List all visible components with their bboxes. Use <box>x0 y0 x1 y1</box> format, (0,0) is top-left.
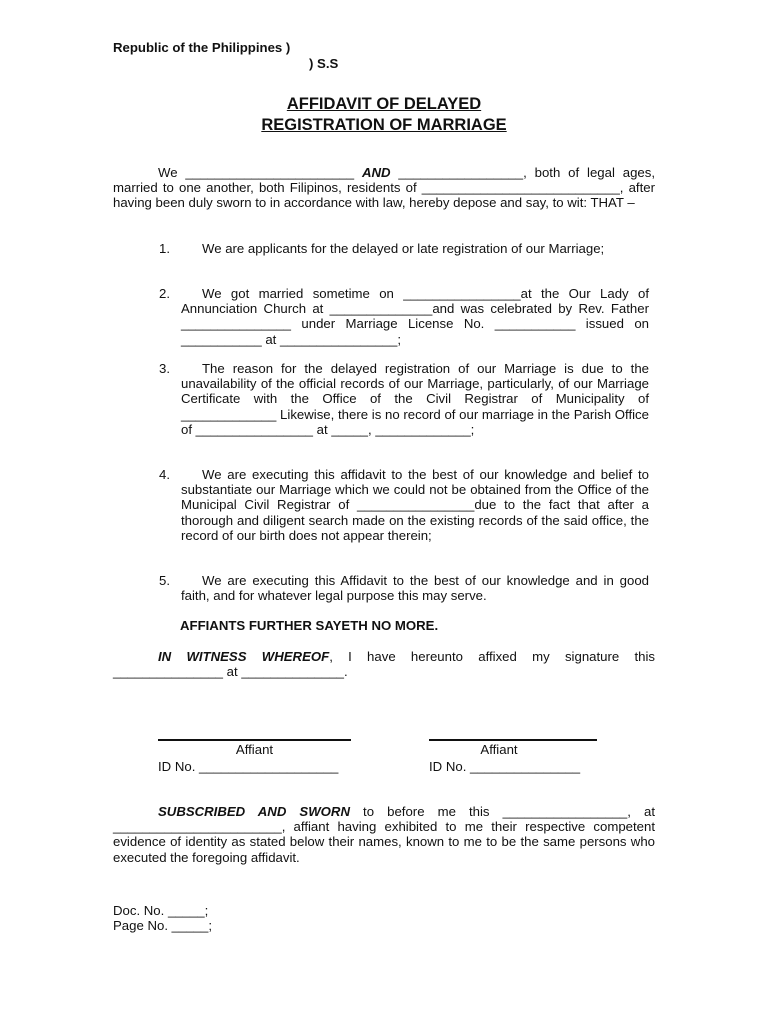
intro-rest: _________________, both of legal ages, married to one another, both Filipinos, residents of ___________________________, after having been duly sworn to in accordance with law, hereby depose and say, to wit: THAT – <box>113 165 655 211</box>
page-no: Page No. _____; <box>113 918 212 933</box>
item-1-number: 1. <box>159 241 170 256</box>
item-5-text: We are executing this Affidavit to the best of our knowledge and in good faith, and for whatever legal purpose this may serve. <box>181 573 649 604</box>
item-4-text: We are executing this affidavit to the best of our knowledge and belief to substantiate our Marriage which we could not be obtained from the Office of the Municipal Civil Registrar of ________________due to the fact that after a thorough and diligent search made on the existing records of the said office, the record of our birth does not appear therein; <box>181 467 649 543</box>
affiant-label-2: Affiant <box>480 742 518 757</box>
witness-rest: , I have hereunto affixed my signature this _______________ at ______________. <box>113 649 655 680</box>
subscribed-rest: to before me this _________________, at _______________________, affiant having exhibited to me their respective competent evidence of identity as stated below their names, known to me to be the same persons who executed the foregoing affidavit. <box>113 804 656 865</box>
affiant-id-2: ID No. _______________ <box>429 759 581 774</box>
subscribed-paragraph <box>113 804 655 865</box>
item-2-text: We got married sometime on ________________at the Our Lady of Annunciation Church at ______________and was celebrated by Rev. Father _______________ under Marriage License No. ___________ issued on ___________ at ________________; <box>181 286 649 347</box>
doc-no: Doc. No. _____; <box>113 903 209 918</box>
title-line-2: REGISTRATION OF MARRIAGE <box>261 116 507 134</box>
item-3-number: 3. <box>159 361 170 376</box>
intro-and: AND <box>361 165 391 180</box>
signature-line-2 <box>429 739 597 741</box>
item-4-number: 4. <box>159 467 170 482</box>
item-3-text: The reason for the delayed registration of our Marriage is due to the unavailability of the official records of our Marriage, particularly, of our Marriage Certificate with the Office of the Civil Registrar of Municipality of _____________ Likewise, there is no record of our marriage in the Parish Office of ________________ at _____, _____________; <box>181 361 649 437</box>
intro-we: We _______________________ <box>158 165 355 180</box>
witness-lead: IN WITNESS WHEREOF <box>158 649 330 664</box>
signature-line-1 <box>158 739 351 741</box>
republic-line: Republic of the Philippines ) <box>113 40 291 55</box>
item-2-number: 2. <box>159 286 170 301</box>
affiant-label-1: Affiant <box>235 742 274 757</box>
title-line-1: AFFIDAVIT OF DELAYED <box>286 95 482 113</box>
further-sayeth: AFFIANTS FURTHER SAYETH NO MORE. <box>180 618 439 633</box>
item-1-text: We are applicants for the delayed or late registration of our Marriage; <box>202 241 605 256</box>
item-5-number: 5. <box>159 573 170 588</box>
ss-line: ) S.S <box>309 56 339 71</box>
subscribed-lead: SUBSCRIBED AND SWORN <box>158 804 350 819</box>
witness-paragraph <box>113 649 655 679</box>
affiant-id-1: ID No. ___________________ <box>158 759 339 774</box>
intro-paragraph <box>113 165 655 211</box>
